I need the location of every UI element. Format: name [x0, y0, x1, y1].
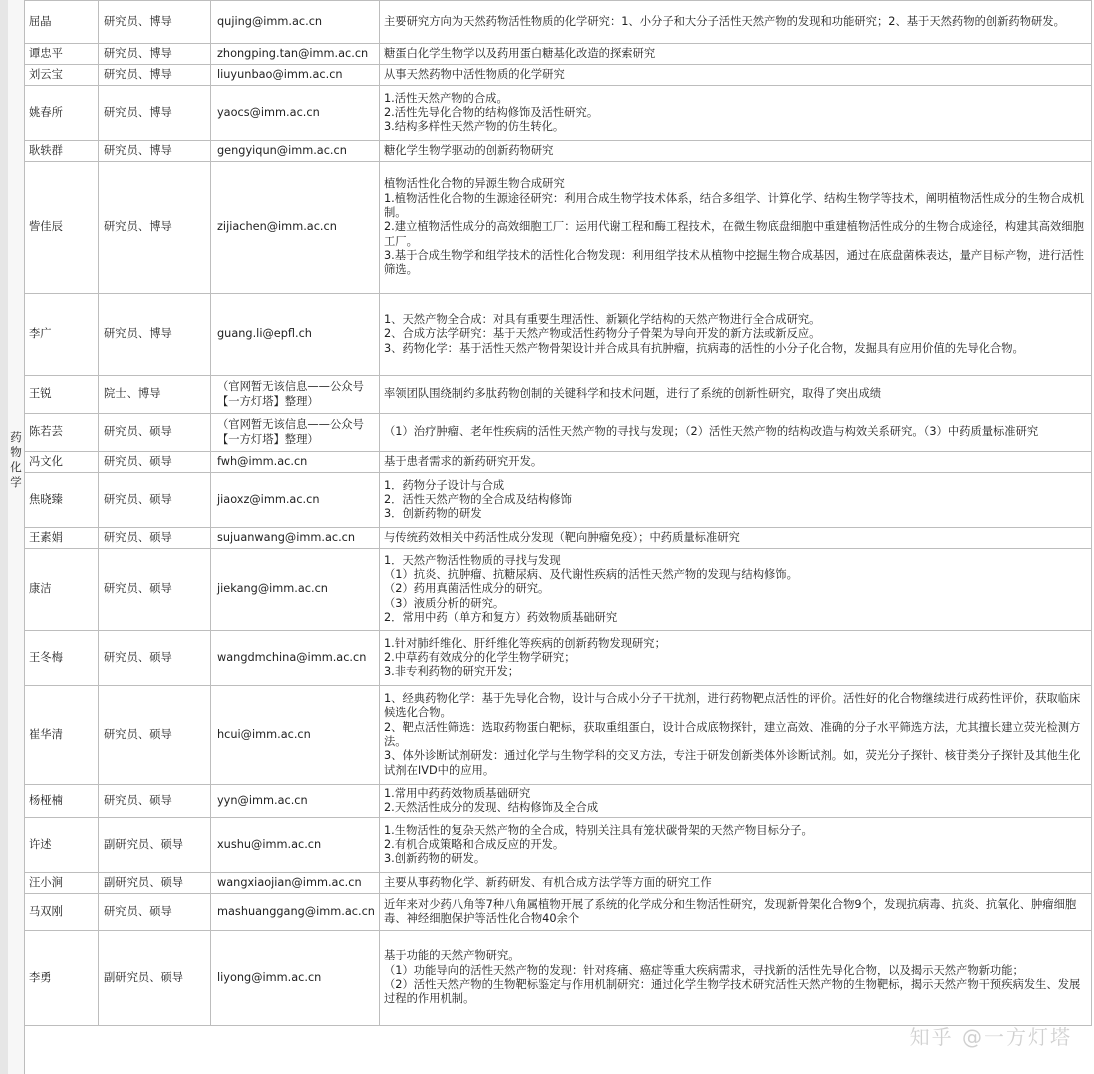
email-cell: mashuanggang@imm.ac.cn [211, 894, 380, 931]
title-cell: 研究员、硕导 [99, 894, 211, 931]
name-cell: 屈晶 [25, 1, 99, 44]
research-cell [380, 376, 1092, 414]
category-label: 药物化学 [10, 430, 22, 489]
title-cell: 研究员、博导 [99, 162, 211, 294]
research-cell [380, 65, 1092, 86]
name-cell: 李勇 [25, 931, 99, 1026]
research-line: 2．常用中药（单方和复方）药效物质基础研究 [384, 610, 618, 624]
table-row [25, 86, 1092, 141]
email-cell: hcui@imm.ac.cn [211, 686, 380, 785]
research-cell [380, 162, 1092, 294]
title-cell: 副研究员、硕导 [99, 818, 211, 873]
email-cell: （官网暂无该信息——公众号【一方灯塔】整理） [211, 414, 380, 452]
research-line: 1.常用中药药效物质基础研究 [384, 786, 531, 800]
title-cell: 院士、博导 [99, 376, 211, 414]
research-line: 糖化学生物学驱动的创新药物研究 [384, 143, 554, 157]
email-cell: guang.li@epfl.ch [211, 294, 380, 376]
research-line: 近年来对少药八角等7种八角属植物开展了系统的化学成分和生物活性研究，发现新骨架化合物9个，发现抗病毒、抗炎、抗氧化、肿瘤细胞毒、神经细胞保护等活性化合物40余个 [384, 897, 1077, 925]
research-cell [380, 1, 1092, 44]
title-cell: 研究员、博导 [99, 1, 211, 44]
name-cell: 王冬梅 [25, 631, 99, 686]
table-row [25, 141, 1092, 162]
name-cell: 王素娟 [25, 528, 99, 549]
research-line: 1．天然产物活性物质的寻找与发现 [384, 553, 561, 567]
research-cell [380, 414, 1092, 452]
table-row [25, 162, 1092, 294]
research-line: 率领团队围绕制约多肽药物创制的关键科学和技术问题，进行了系统的创新性研究，取得了突出成绩 [384, 387, 882, 401]
email-cell: fwh@imm.ac.cn [211, 452, 380, 473]
title-cell: 研究员、硕导 [99, 414, 211, 452]
email-cell: qujing@imm.ac.cn [211, 1, 380, 44]
research-line: 2.建立植物活性成分的高效细胞工厂：运用代谢工程和酶工程技术，在微生物底盘细胞中重建植物活性成分的生物合成途径，构建其高效细胞工厂。 [384, 220, 1084, 248]
name-cell: 许述 [25, 818, 99, 873]
name-cell: 李广 [25, 294, 99, 376]
email-cell: yaocs@imm.ac.cn [211, 86, 380, 141]
research-line: 基于功能的天然产物研究。 [384, 949, 520, 963]
title-cell: 研究员、博导 [99, 294, 211, 376]
table-row [25, 294, 1092, 376]
research-line: 1.植物活性化合物的生源途径研究：利用合成生物学技术体系，结合多组学、计算化学、结构生物学等技术，阐明植物活性成分的生物合成机制。 [384, 191, 1084, 220]
research-line: 3.创新药物的研发。 [384, 852, 486, 866]
research-cell [380, 44, 1092, 65]
research-cell [380, 894, 1092, 931]
category-column [8, 0, 25, 1074]
table-row [25, 452, 1092, 473]
research-line: 3.结构多样性天然产物的仿生转化。 [384, 120, 565, 134]
research-line: （1）治疗肿瘤、老年性疾病的活性天然产物的寻找与发现；（2）活性天然产物的结构改造与构效关系研究。（3）中药质量标准研究 [384, 425, 1039, 439]
table-row [25, 785, 1092, 818]
title-cell: 研究员、硕导 [99, 549, 211, 631]
name-cell: 康洁 [25, 549, 99, 631]
name-cell: 焦晓臻 [25, 473, 99, 528]
research-cell [380, 528, 1092, 549]
email-cell: xushu@imm.ac.cn [211, 818, 380, 873]
email-cell: liuyunbao@imm.ac.cn [211, 65, 380, 86]
research-cell [380, 549, 1092, 631]
table-row [25, 631, 1092, 686]
title-cell: 研究员、博导 [99, 65, 211, 86]
research-line: 1.活性天然产物的合成。 [384, 91, 508, 105]
research-line: 2、靶点活性筛选：选取药物蛋白靶标，获取重组蛋白，设计合成底物探针，建立高效、准确的分子水平筛选方法，尤其擅长建立荧光检测方法。 [384, 720, 1081, 748]
research-line: （1）抗炎、抗肿瘤、抗糖尿病、及代谢性疾病的活性天然产物的发现与结构修饰。 [384, 568, 798, 582]
name-cell: 刘云宝 [25, 65, 99, 86]
name-cell: 杨桠楠 [25, 785, 99, 818]
email-cell: wangxiaojian@imm.ac.cn [211, 873, 380, 894]
name-cell: 冯文化 [25, 452, 99, 473]
research-cell [380, 473, 1092, 528]
name-cell: 马双刚 [25, 894, 99, 931]
research-line: 3.非专利药物的研究开发； [384, 665, 520, 679]
research-line: 2、合成方法学研究：基于天然产物或活性药物分子骨架为导向开发的新方法或新反应。 [384, 327, 821, 341]
research-line: （3）液质分析的研究。 [384, 596, 505, 610]
email-cell: zijiachen@imm.ac.cn [211, 162, 380, 294]
title-cell: 副研究员、硕导 [99, 931, 211, 1026]
name-cell: 汪小涧 [25, 873, 99, 894]
research-line: 3.基于合成生物学和组学技术的活性化合物发现：利用组学技术从植物中挖掘生物合成基因，通过在底盘菌株表达，量产目标产物，进行活性筛选。 [384, 248, 1084, 277]
table-row [25, 894, 1092, 931]
table-row [25, 549, 1092, 631]
research-line: 2.中草药有效成分的化学生物学研究； [384, 650, 576, 664]
title-cell: 研究员、硕导 [99, 631, 211, 686]
table-row [25, 473, 1092, 528]
table-row [25, 931, 1092, 1026]
faculty-table [24, 0, 1092, 1026]
email-cell: liyong@imm.ac.cn [211, 931, 380, 1026]
research-line: 主要从事药物化学、新药研发、有机合成方法学等方面的研究工作 [384, 875, 712, 889]
title-cell: 研究员、硕导 [99, 473, 211, 528]
name-cell: 崔华清 [25, 686, 99, 785]
research-cell [380, 452, 1092, 473]
research-cell [380, 785, 1092, 818]
research-cell [380, 686, 1092, 785]
name-cell: 谭忠平 [25, 44, 99, 65]
title-cell: 研究员、硕导 [99, 686, 211, 785]
research-line: 1、经典药物化学：基于先导化合物，设计与合成小分子干扰剂，进行药物靶点活性的评价。活性好的化合物继续进行成药性评价，获取临床候选化合物。 [384, 692, 1081, 720]
table-row [25, 65, 1092, 86]
name-cell: 耿轶群 [25, 141, 99, 162]
research-line: （2）药用真菌活性成分的研究。 [384, 582, 550, 596]
title-cell: 副研究员、硕导 [99, 873, 211, 894]
research-line: 1．药物分子设计与合成 [384, 478, 505, 492]
research-line: 植物活性化合物的异源生物合成研究 [384, 177, 565, 191]
email-cell: zhongping.tan@imm.ac.cn [211, 44, 380, 65]
research-line: 1.针对肺纤维化、肝纤维化等疾病的创新药物发现研究； [384, 636, 666, 650]
table-row [25, 376, 1092, 414]
research-cell [380, 873, 1092, 894]
name-cell: 姚春所 [25, 86, 99, 141]
research-cell [380, 631, 1092, 686]
title-cell: 研究员、博导 [99, 86, 211, 141]
table-row [25, 1, 1092, 44]
title-cell: 研究员、硕导 [99, 785, 211, 818]
table-row [25, 528, 1092, 549]
table-row [25, 686, 1092, 785]
research-line: （2）活性天然产物的生物靶标鉴定与作用机制研究：通过化学生物学技术研究活性天然产物的生物靶标，揭示天然产物干预疾病发生、发展过程的作用机制。 [384, 978, 1081, 1006]
title-cell: 研究员、硕导 [99, 528, 211, 549]
watermark: 知乎 @一方灯塔 [909, 1025, 1072, 1049]
table-row [25, 873, 1092, 894]
research-line: 从事天然药物中活性物质的化学研究 [384, 67, 565, 81]
research-cell [380, 294, 1092, 376]
title-cell: 研究员、硕导 [99, 452, 211, 473]
email-cell: gengyiqun@imm.ac.cn [211, 141, 380, 162]
research-line: 3、体外诊断试剂研发：通过化学与生物学科的交叉方法，专注于研发创新类体外诊断试剂。如，荧光分子探针、核苷类分子探针及其他生化试剂在IVD中的应用。 [384, 749, 1081, 777]
research-line: 1、天然产物全合成：对具有重要生理活性、新颖化学结构的天然产物进行全合成研究。 [384, 313, 821, 327]
email-cell: sujuanwang@imm.ac.cn [211, 528, 380, 549]
left-margin-bar [0, 0, 8, 1074]
name-cell: 訾佳辰 [25, 162, 99, 294]
research-line: 2．活性天然产物的全合成及结构修饰 [384, 492, 572, 506]
email-cell: （官网暂无该信息——公众号【一方灯塔】整理） [211, 376, 380, 414]
research-line: 3、药物化学：基于活性天然产物骨架设计并合成具有抗肿瘤，抗病毒的活性的小分子化合物，发掘具有应用价值的先导化合物。 [384, 341, 1024, 355]
table-row [25, 414, 1092, 452]
research-line: 基于患者需求的新药研究开发。 [384, 454, 543, 468]
title-cell: 研究员、博导 [99, 44, 211, 65]
research-line: 2.活性先导化合物的结构修饰及活性研究。 [384, 105, 599, 119]
research-cell [380, 141, 1092, 162]
email-cell: jiaoxz@imm.ac.cn [211, 473, 380, 528]
research-line: （1）功能导向的活性天然产物的发现：针对疼痛、癌症等重大疾病需求，寻找新的活性先导化合物，以及揭示天然产物新功能； [384, 963, 1024, 977]
research-line: 2.有机合成策略和合成反应的开发。 [384, 837, 565, 851]
research-line: 与传统药效相关中药活性成分发现（靶向肿瘤免疫）；中药质量标准研究 [384, 530, 740, 544]
title-cell: 研究员、博导 [99, 141, 211, 162]
research-cell [380, 818, 1092, 873]
research-line: 3．创新药物的研发 [384, 507, 482, 521]
table-row [25, 44, 1092, 65]
research-cell [380, 931, 1092, 1026]
research-line: 主要研究方向为天然药物活性物质的化学研究：1、小分子和大分子活性天然产物的发现和功能研究；2、基于天然药物的创新药物研发。 [384, 14, 1065, 28]
email-cell: yyn@imm.ac.cn [211, 785, 380, 818]
name-cell: 陈若芸 [25, 414, 99, 452]
email-cell: jiekang@imm.ac.cn [211, 549, 380, 631]
research-line: 糖蛋白化学生物学以及药用蛋白糖基化改造的探索研究 [384, 46, 656, 60]
table-row [25, 818, 1092, 873]
research-line: 2.天然活性成分的发现、结构修饰及全合成 [384, 801, 599, 814]
research-cell [380, 86, 1092, 141]
name-cell: 王锐 [25, 376, 99, 414]
email-cell: wangdmchina@imm.ac.cn [211, 631, 380, 686]
research-line: 1.生物活性的复杂天然产物的全合成，特别关注具有笼状碳骨架的天然产物目标分子。 [384, 823, 813, 837]
